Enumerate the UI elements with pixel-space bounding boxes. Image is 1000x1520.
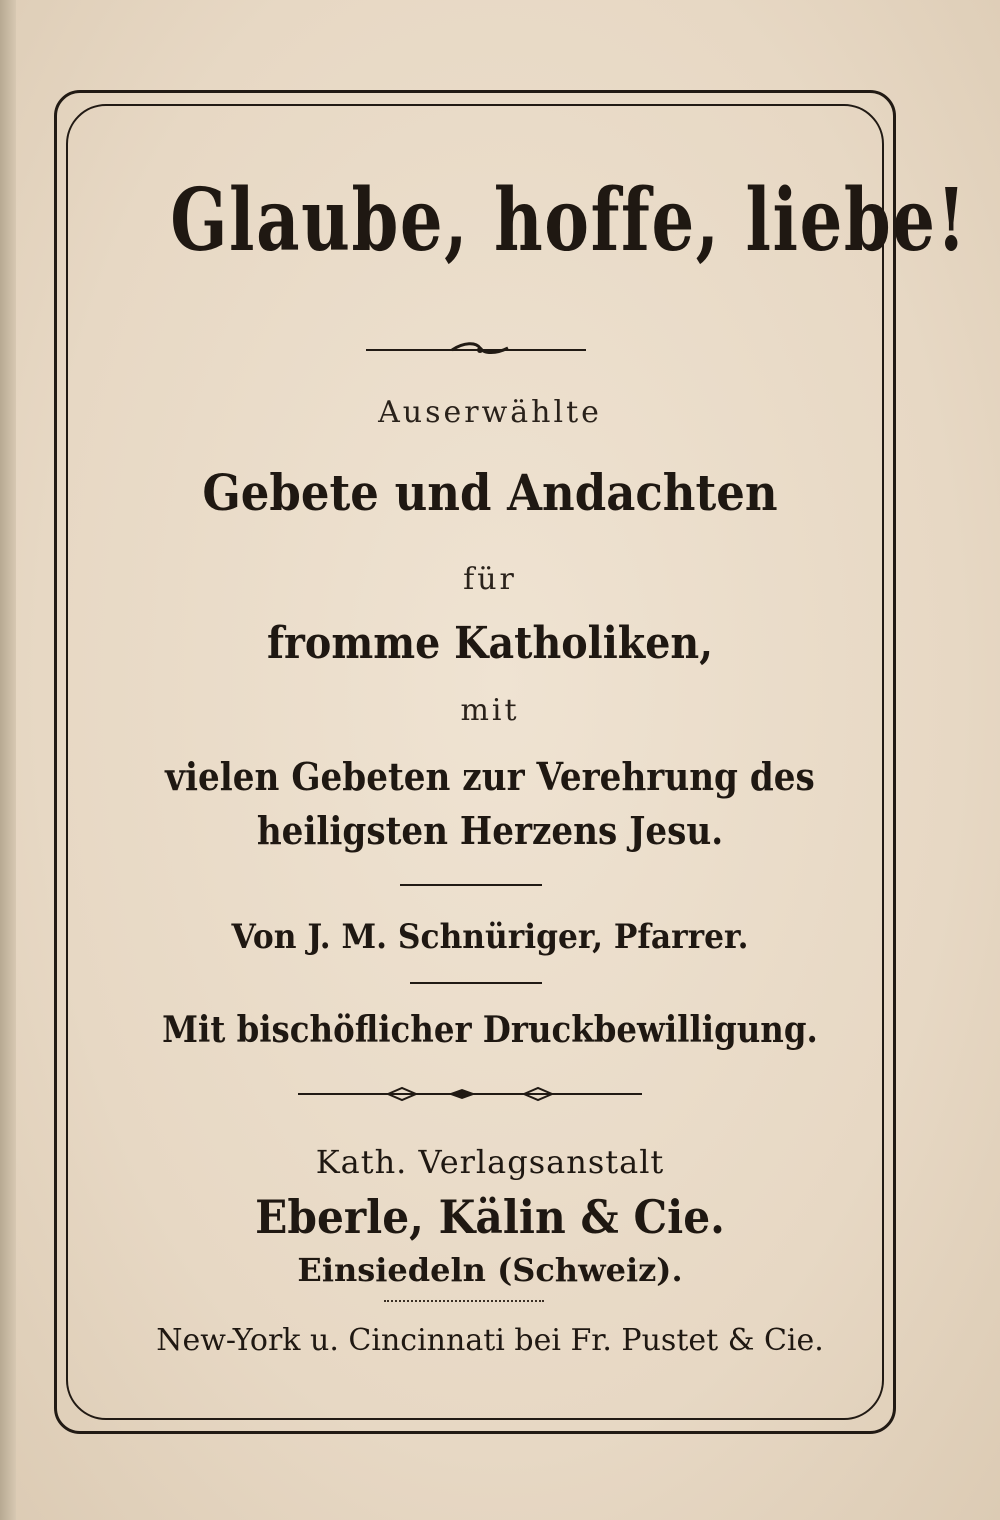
book-title: Glaube, hoffe, liebe! <box>170 170 968 271</box>
author-divider-bottom <box>410 982 542 984</box>
with-word: mit <box>460 693 520 728</box>
dotted-separator <box>384 1300 544 1302</box>
publisher-label: Kath. Verlagsanstalt <box>315 1143 665 1181</box>
description-line-2: heiligsten Herzens Jesu. <box>256 808 724 853</box>
author-line: Von J. M. Schnüriger, Pfarrer. <box>231 917 749 957</box>
publisher-ornament-divider <box>298 1084 642 1104</box>
for-word: für <box>463 562 517 597</box>
audience-heading: fromme Katholiken, <box>267 618 713 669</box>
page-spine-shadow <box>0 0 16 1520</box>
title-ornament-divider <box>360 338 600 362</box>
approval-line: Mit bischöflicher Druckbewilligung. <box>162 1009 818 1051</box>
publisher-place: Einsiedeln (Schweiz). <box>297 1251 683 1289</box>
description-line-1: vielen Gebeten zur Verehrung des <box>165 754 815 799</box>
publisher-name: Eberle, Kälin & Cie. <box>255 1190 725 1244</box>
distribution-line: New-York u. Cincinnati bei Fr. Pustet & Cie. <box>156 1323 824 1358</box>
subtitle-small: Auserwählte <box>378 395 602 430</box>
author-divider-top <box>400 884 542 886</box>
main-heading: Gebete und Andachten <box>202 463 778 522</box>
